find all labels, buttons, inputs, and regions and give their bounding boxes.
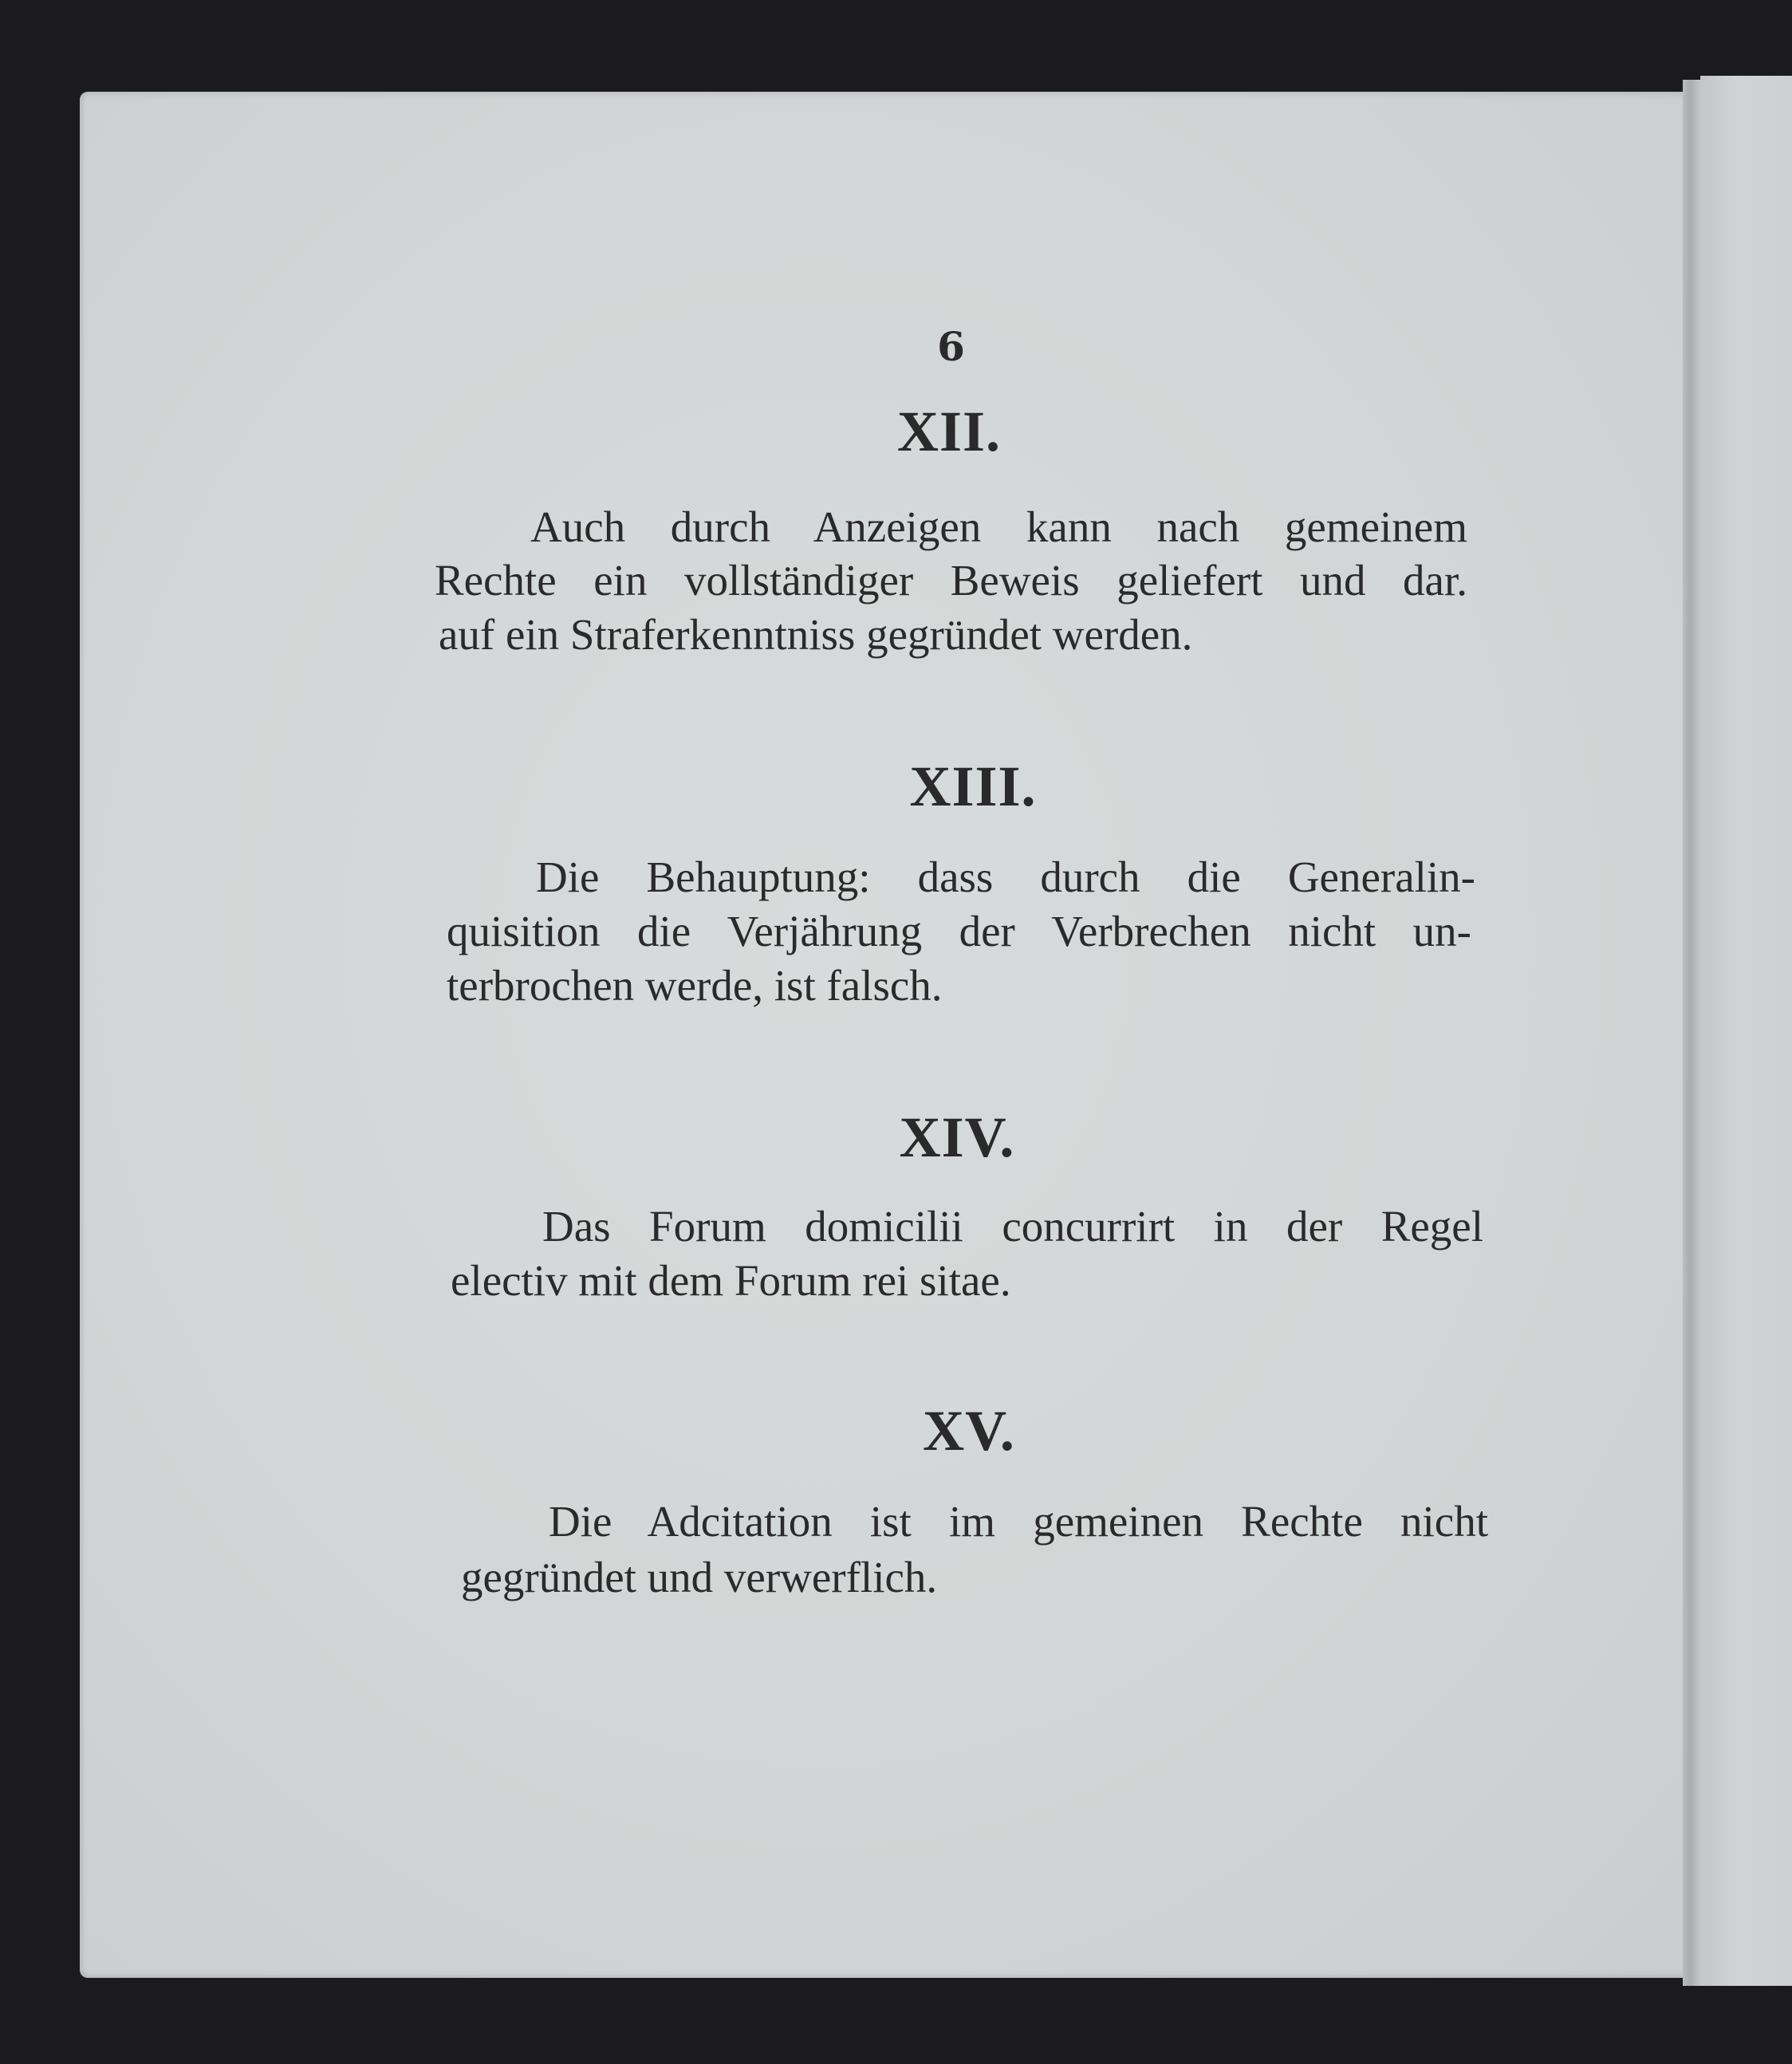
- section-xiv-line-2: electiv mit dem Forum rei sitae.: [451, 1256, 1011, 1305]
- section-xii-line-2: Rechte ein vollständiger Beweis geliefert und dar.: [435, 556, 1467, 605]
- section-heading-xv: XV.: [923, 1399, 1015, 1463]
- section-heading-xii: XII.: [896, 400, 1002, 463]
- section-heading-xiii: XIII.: [909, 754, 1037, 818]
- section-xiii-line-1: Die Behauptung: dass durch die Generalin-: [536, 853, 1475, 901]
- section-xiv-line-1: Das Forum domicilii concurrirt in der Regel: [542, 1202, 1483, 1251]
- section-xiii-line-2: quisition die Verjährung der Verbrechen nicht un-: [447, 907, 1471, 955]
- section-heading-xiv: XIV.: [899, 1105, 1015, 1169]
- section-xii-line-3: auf ein Straferkenntniss gegründet werden.: [439, 610, 1193, 659]
- section-xv-line-2: gegründet und verwerflich.: [461, 1553, 938, 1601]
- section-xiii-line-3: terbrochen werde, ist falsch.: [447, 961, 943, 1010]
- section-xii-line-1: Auch durch Anzeigen kann nach gemeinem: [530, 502, 1467, 551]
- section-xv-line-1: Die Adcitation ist im gemeinen Rechte nicht: [549, 1497, 1488, 1546]
- page-number: 6: [937, 323, 965, 370]
